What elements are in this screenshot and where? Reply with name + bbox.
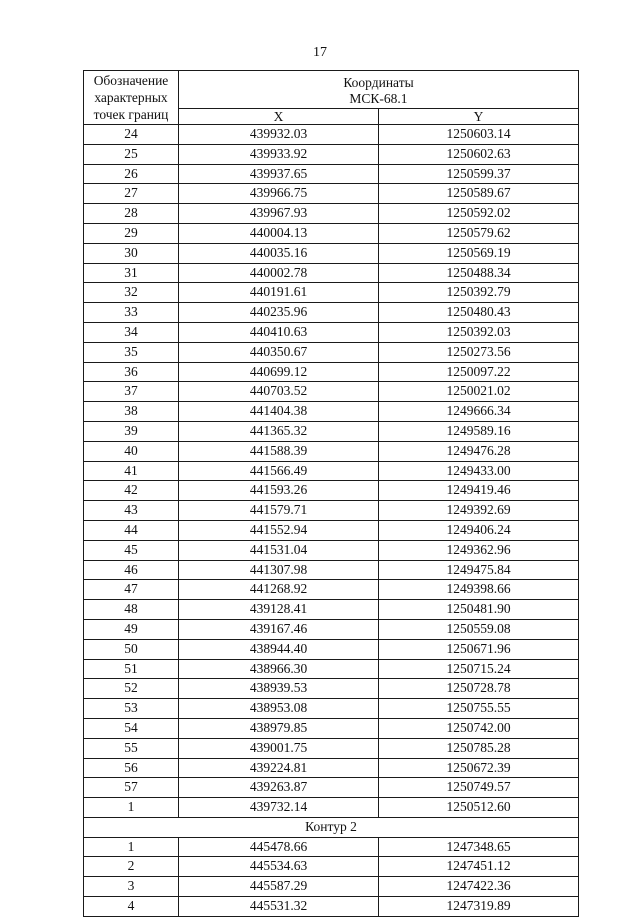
- table-header: [84, 71, 579, 125]
- point-id-cell: 34: [84, 322, 179, 342]
- table-row: [84, 461, 579, 481]
- point-id-cell: 4: [84, 897, 179, 917]
- y-coordinate-cell: 1249398.66: [379, 580, 579, 600]
- x-coordinate-cell: 441268.92: [179, 580, 379, 600]
- x-coordinate-cell: 439967.93: [179, 204, 379, 224]
- point-id-cell: 50: [84, 639, 179, 659]
- point-id-cell: 40: [84, 441, 179, 461]
- point-id-cell: 53: [84, 699, 179, 719]
- contour-2-rows: [84, 837, 579, 916]
- x-coordinate-cell: 441365.32: [179, 421, 379, 441]
- table-row: [84, 540, 579, 560]
- y-coordinate-cell: 1250589.67: [379, 184, 579, 204]
- point-id-cell: 35: [84, 342, 179, 362]
- page-number: 17: [313, 45, 327, 60]
- y-coordinate-cell: 1249419.46: [379, 481, 579, 501]
- table-row: [84, 382, 579, 402]
- table-row: [84, 580, 579, 600]
- point-id-cell: 39: [84, 421, 179, 441]
- y-coordinate-cell: 1249392.69: [379, 501, 579, 521]
- x-coordinate-cell: 439732.14: [179, 798, 379, 818]
- point-id-cell: 52: [84, 679, 179, 699]
- coordinates-table: [83, 70, 579, 917]
- table-row: [84, 342, 579, 362]
- table-row: [84, 223, 579, 243]
- y-coordinate-cell: 1250273.56: [379, 342, 579, 362]
- y-coordinate-cell: 1249362.96: [379, 540, 579, 560]
- table-row: [84, 441, 579, 461]
- point-id-cell: 24: [84, 125, 179, 145]
- table-row: [84, 837, 579, 857]
- point-id-cell: 56: [84, 758, 179, 778]
- x-coordinate-cell: 438979.85: [179, 718, 379, 738]
- table-row: [84, 322, 579, 342]
- y-coordinate-cell: 1250097.22: [379, 362, 579, 382]
- y-coordinate-cell: 1250599.37: [379, 164, 579, 184]
- table-row: [84, 303, 579, 323]
- point-id-cell: 3: [84, 877, 179, 897]
- y-column-header: Y: [379, 109, 579, 125]
- x-coordinate-cell: 438944.40: [179, 639, 379, 659]
- point-id-cell: 33: [84, 303, 179, 323]
- y-coordinate-cell: 1250579.62: [379, 223, 579, 243]
- table-row: [84, 125, 579, 145]
- table-row: [84, 184, 579, 204]
- x-coordinate-cell: 439933.92: [179, 144, 379, 164]
- point-id-cell: 37: [84, 382, 179, 402]
- x-column-header: X: [179, 109, 379, 125]
- x-coordinate-cell: 440004.13: [179, 223, 379, 243]
- point-id-cell: 36: [84, 362, 179, 382]
- y-coordinate-cell: 1250603.14: [379, 125, 579, 145]
- point-id-cell: 47: [84, 580, 179, 600]
- point-id-cell: 55: [84, 738, 179, 758]
- y-coordinate-cell: 1250672.39: [379, 758, 579, 778]
- coordinates-title: Координаты: [343, 75, 414, 90]
- table-row: [84, 699, 579, 719]
- point-label-line: характерных: [94, 90, 168, 105]
- table-row: [84, 679, 579, 699]
- x-coordinate-cell: 441404.38: [179, 402, 379, 422]
- y-coordinate-cell: 1249589.16: [379, 421, 579, 441]
- y-coordinate-cell: 1250488.34: [379, 263, 579, 283]
- y-coordinate-cell: 1250481.90: [379, 600, 579, 620]
- point-id-cell: 32: [84, 283, 179, 303]
- y-coordinate-cell: 1250742.00: [379, 718, 579, 738]
- x-coordinate-cell: 445531.32: [179, 897, 379, 917]
- x-coordinate-cell: 440699.12: [179, 362, 379, 382]
- table-row: [84, 263, 579, 283]
- table-row: [84, 421, 579, 441]
- y-coordinate-cell: 1250671.96: [379, 639, 579, 659]
- contour-1-rows: [84, 125, 579, 818]
- point-id-cell: 51: [84, 659, 179, 679]
- table-row: [84, 619, 579, 639]
- y-coordinate-cell: 1247348.65: [379, 837, 579, 857]
- point-id-cell: 1: [84, 798, 179, 818]
- point-id-cell: 48: [84, 600, 179, 620]
- x-coordinate-cell: 439937.65: [179, 164, 379, 184]
- y-coordinate-cell: 1250749.57: [379, 778, 579, 798]
- table-row: [84, 144, 579, 164]
- coordinate-system: МСК-68.1: [349, 91, 408, 106]
- x-coordinate-cell: 439966.75: [179, 184, 379, 204]
- table-row: [84, 718, 579, 738]
- table-row: [84, 659, 579, 679]
- x-coordinate-cell: 439224.81: [179, 758, 379, 778]
- y-coordinate-cell: 1249476.28: [379, 441, 579, 461]
- x-coordinate-cell: 440235.96: [179, 303, 379, 323]
- table-row: [84, 897, 579, 917]
- x-coordinate-cell: 441531.04: [179, 540, 379, 560]
- y-coordinate-cell: 1250755.55: [379, 699, 579, 719]
- x-coordinate-cell: 438966.30: [179, 659, 379, 679]
- table-row: [84, 520, 579, 540]
- x-coordinate-cell: 440703.52: [179, 382, 379, 402]
- y-coordinate-cell: 1249406.24: [379, 520, 579, 540]
- section-title: Контур 2: [84, 817, 579, 837]
- y-coordinate-cell: 1250728.78: [379, 679, 579, 699]
- y-coordinate-cell: 1250480.43: [379, 303, 579, 323]
- point-id-cell: 44: [84, 520, 179, 540]
- table-row: [84, 402, 579, 422]
- x-coordinate-cell: 441588.39: [179, 441, 379, 461]
- coordinates-header: [179, 71, 579, 109]
- table-row: [84, 758, 579, 778]
- y-coordinate-cell: 1250559.08: [379, 619, 579, 639]
- table-row: [84, 798, 579, 818]
- x-coordinate-cell: 439167.46: [179, 619, 379, 639]
- table-row: [84, 560, 579, 580]
- point-id-cell: 42: [84, 481, 179, 501]
- table-row: [84, 501, 579, 521]
- x-coordinate-cell: 445587.29: [179, 877, 379, 897]
- x-coordinate-cell: 439263.87: [179, 778, 379, 798]
- table-row: [84, 204, 579, 224]
- point-id-cell: 2: [84, 857, 179, 877]
- y-coordinate-cell: 1250392.03: [379, 322, 579, 342]
- y-coordinate-cell: 1250392.79: [379, 283, 579, 303]
- point-id-cell: 25: [84, 144, 179, 164]
- point-id-cell: 26: [84, 164, 179, 184]
- table-row: [84, 738, 579, 758]
- y-coordinate-cell: 1249433.00: [379, 461, 579, 481]
- y-coordinate-cell: 1250602.63: [379, 144, 579, 164]
- point-id-cell: 31: [84, 263, 179, 283]
- point-id-cell: 43: [84, 501, 179, 521]
- point-id-cell: 46: [84, 560, 179, 580]
- table-row: [84, 639, 579, 659]
- table-row: [84, 481, 579, 501]
- y-coordinate-cell: 1247422.36: [379, 877, 579, 897]
- x-coordinate-cell: 441552.94: [179, 520, 379, 540]
- x-coordinate-cell: 441579.71: [179, 501, 379, 521]
- y-coordinate-cell: 1250569.19: [379, 243, 579, 263]
- x-coordinate-cell: 439932.03: [179, 125, 379, 145]
- point-id-cell: 45: [84, 540, 179, 560]
- y-coordinate-cell: 1247319.89: [379, 897, 579, 917]
- y-coordinate-cell: 1250021.02: [379, 382, 579, 402]
- x-coordinate-cell: 439128.41: [179, 600, 379, 620]
- point-id-cell: 41: [84, 461, 179, 481]
- x-coordinate-cell: 440350.67: [179, 342, 379, 362]
- table-row: [84, 857, 579, 877]
- table-row: [84, 877, 579, 897]
- x-coordinate-cell: 445534.63: [179, 857, 379, 877]
- point-label-header: [84, 71, 179, 125]
- table-row: [84, 778, 579, 798]
- point-id-cell: 54: [84, 718, 179, 738]
- y-coordinate-cell: 1250592.02: [379, 204, 579, 224]
- x-coordinate-cell: 441593.26: [179, 481, 379, 501]
- table-row: [84, 243, 579, 263]
- x-coordinate-cell: 438939.53: [179, 679, 379, 699]
- x-coordinate-cell: 440035.16: [179, 243, 379, 263]
- x-coordinate-cell: 440191.61: [179, 283, 379, 303]
- point-id-cell: 1: [84, 837, 179, 857]
- x-coordinate-cell: 445478.66: [179, 837, 379, 857]
- x-coordinate-cell: 438953.08: [179, 699, 379, 719]
- y-coordinate-cell: 1247451.12: [379, 857, 579, 877]
- point-label-line: точек границ: [93, 107, 169, 122]
- table-row: [84, 600, 579, 620]
- point-id-cell: 27: [84, 184, 179, 204]
- table-row: [84, 283, 579, 303]
- x-coordinate-cell: 439001.75: [179, 738, 379, 758]
- point-id-cell: 49: [84, 619, 179, 639]
- x-coordinate-cell: 441566.49: [179, 461, 379, 481]
- y-coordinate-cell: 1250512.60: [379, 798, 579, 818]
- table-row: [84, 164, 579, 184]
- point-id-cell: 57: [84, 778, 179, 798]
- x-coordinate-cell: 441307.98: [179, 560, 379, 580]
- x-coordinate-cell: 440410.63: [179, 322, 379, 342]
- point-id-cell: 28: [84, 204, 179, 224]
- table-row: [84, 362, 579, 382]
- contour-2-section: [84, 817, 579, 837]
- y-coordinate-cell: 1249666.34: [379, 402, 579, 422]
- point-label-line: Обозначение: [93, 73, 169, 88]
- point-id-cell: 30: [84, 243, 179, 263]
- y-coordinate-cell: 1250715.24: [379, 659, 579, 679]
- point-id-cell: 29: [84, 223, 179, 243]
- y-coordinate-cell: 1249475.84: [379, 560, 579, 580]
- point-id-cell: 38: [84, 402, 179, 422]
- section-title-row: [84, 817, 579, 837]
- y-coordinate-cell: 1250785.28: [379, 738, 579, 758]
- x-coordinate-cell: 440002.78: [179, 263, 379, 283]
